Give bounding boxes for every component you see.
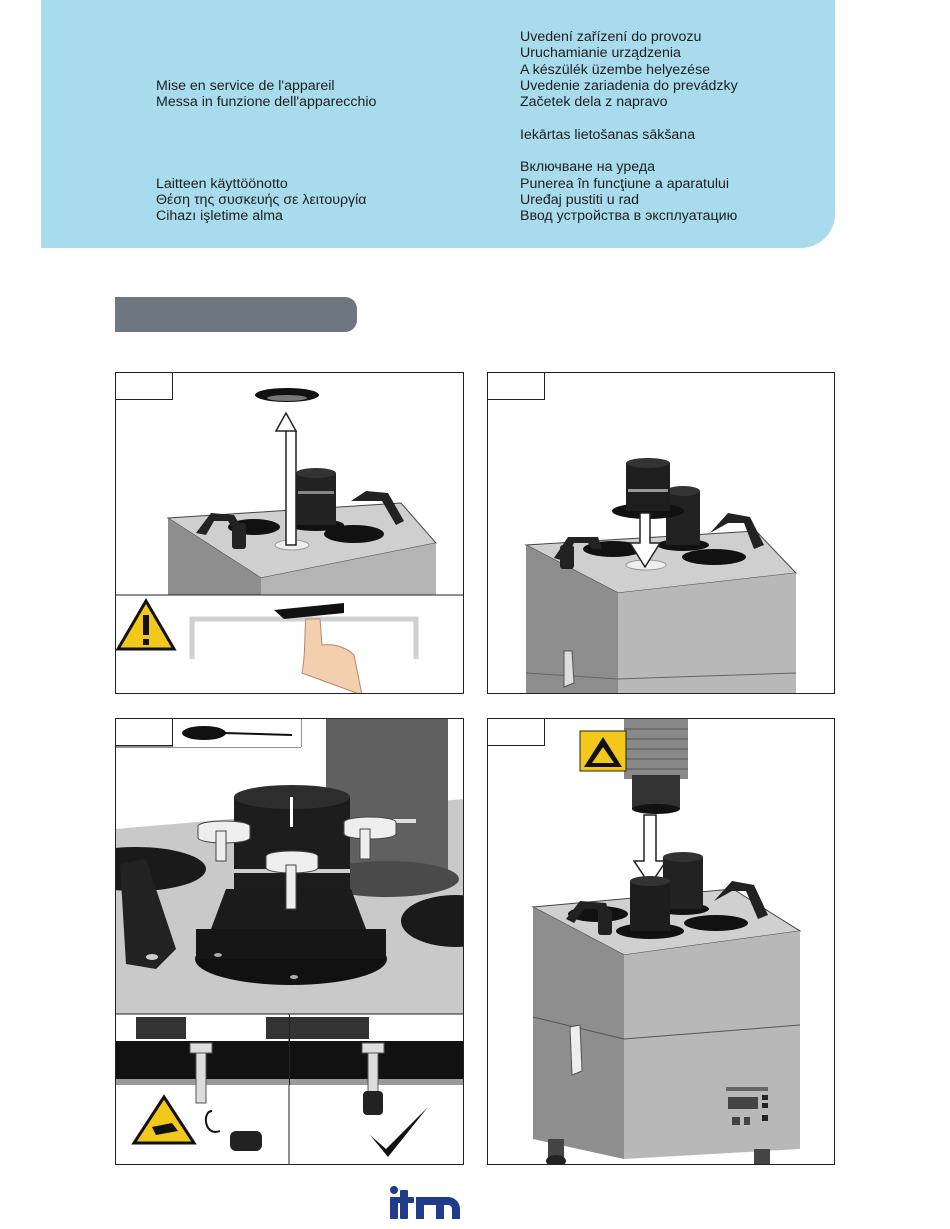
step-2-panel bbox=[487, 372, 835, 694]
right-title-line: Iekārtas lietošanas sākšana bbox=[520, 126, 696, 143]
right-title-line: Uvedenie zariadenia do prevádzky bbox=[520, 77, 738, 94]
step-3-number-box bbox=[115, 718, 173, 746]
step-3-panel bbox=[115, 718, 464, 1165]
hand-warning-icon bbox=[134, 1097, 194, 1143]
section-tab bbox=[115, 297, 357, 332]
right-title-line: A készülék üzembe helyezése bbox=[520, 61, 711, 78]
step-4-illustration bbox=[488, 719, 835, 1165]
header-banner bbox=[41, 0, 835, 248]
left-title-line: Θέση της συσκευής σε λειτουργία bbox=[156, 192, 367, 209]
right-title-line bbox=[520, 143, 738, 159]
right-title-line: Uređaj pustiti u rad bbox=[520, 191, 640, 208]
step-1-number-box bbox=[115, 372, 173, 400]
left-title-line: Messa in funzione dell'apparecchio bbox=[156, 94, 377, 111]
warning-triangle-icon bbox=[118, 601, 174, 649]
esd-warning-icon bbox=[580, 731, 626, 771]
step-1-panel bbox=[115, 372, 464, 694]
left-title-line: Laitteen käyttöönotto bbox=[156, 175, 288, 192]
step-2-number-box bbox=[487, 372, 545, 400]
left-title-line bbox=[156, 127, 376, 143]
step-4-number-box bbox=[487, 718, 545, 746]
itm-logo bbox=[388, 1186, 464, 1222]
left-title-line: Cihazı işletime alma bbox=[156, 208, 283, 225]
right-title-line: Включване на уреда bbox=[520, 159, 656, 176]
step-1-illustration bbox=[116, 373, 464, 694]
right-title-line: Začetek dela z napravo bbox=[520, 94, 668, 111]
left-title-line: Mise en service de l'appareil bbox=[156, 78, 335, 94]
step-2-illustration bbox=[488, 373, 835, 694]
step-4-panel bbox=[487, 718, 835, 1165]
right-title-line bbox=[520, 110, 738, 126]
language-titles-right bbox=[520, 29, 738, 225]
right-title-line: Uvedení zařízení do provozu bbox=[520, 29, 702, 45]
language-titles-left bbox=[156, 78, 376, 225]
right-title-line: Ввод устройства в эксплуатацию bbox=[520, 208, 738, 225]
right-title-line: Punerea în funcţiune a aparatului bbox=[520, 175, 730, 192]
step-3-illustration bbox=[116, 719, 464, 1165]
right-title-line: Uruchamianie urządzenia bbox=[520, 45, 681, 62]
left-title-line bbox=[156, 143, 376, 159]
left-title-line bbox=[156, 111, 376, 127]
left-title-line bbox=[156, 159, 376, 175]
